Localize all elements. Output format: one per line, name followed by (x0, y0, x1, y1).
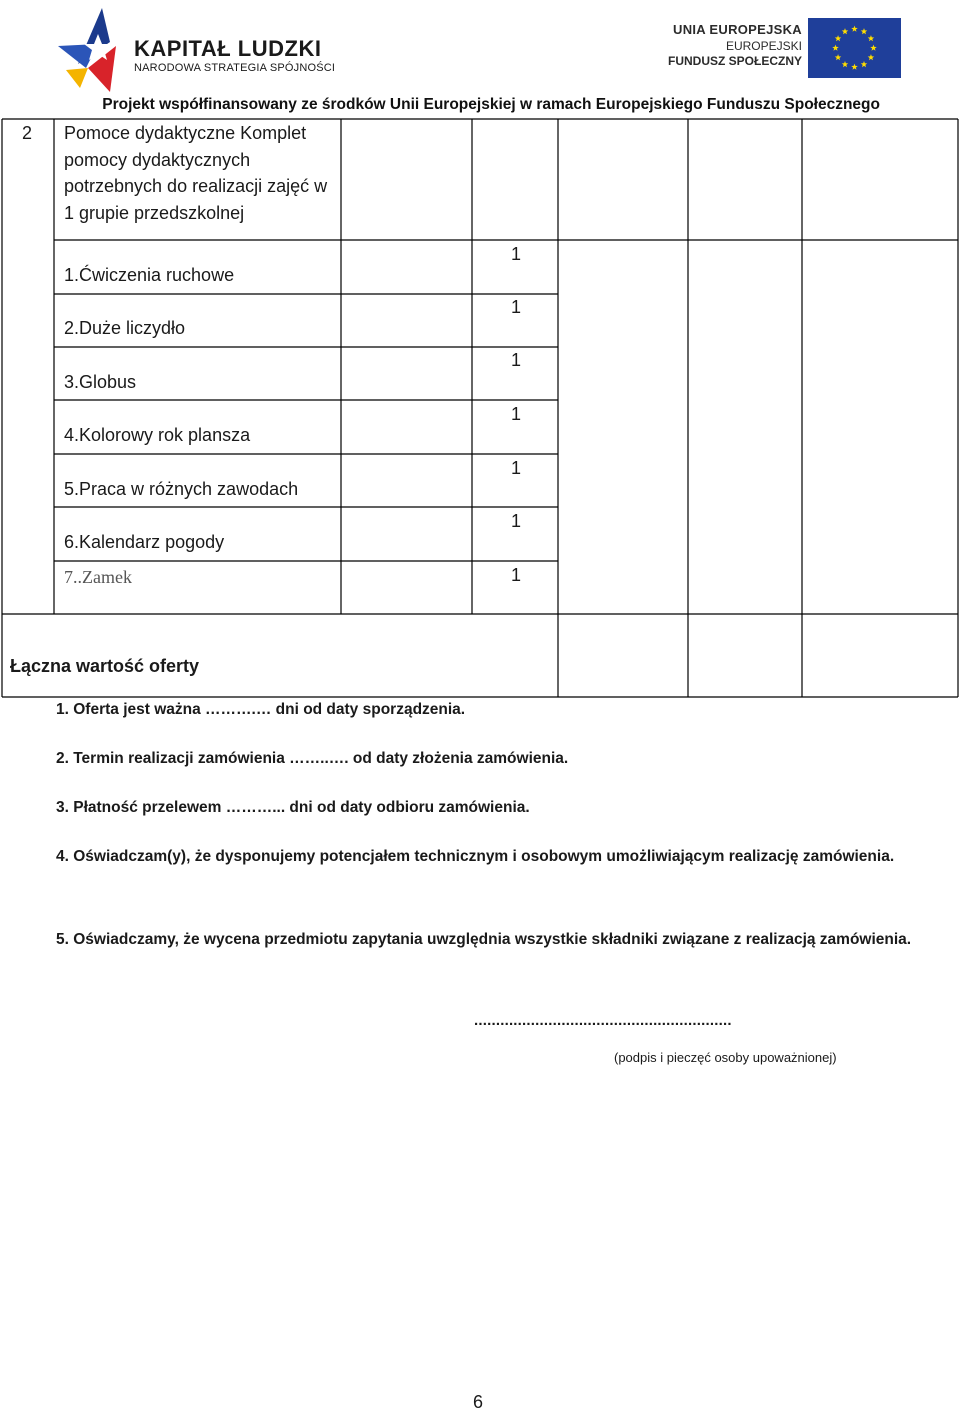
note-delivery-term: 2. Termin realizacji zamówienia ……..…. od daty złożenia zamówienia. (56, 750, 569, 767)
offer-table (0, 118, 960, 698)
signature-caption: (podpis i pieczęć osoby upoważnionej) (614, 1050, 837, 1065)
kapital-ludzki-logo (58, 6, 338, 94)
note-validity: 1. Oferta jest ważna ……….… dni od daty sporządzenia. (56, 701, 466, 718)
project-cofinancing-line: Projekt współfinansowany ze środków Unii Europejskiej w ramach Europejskiego Funduszu Społecznego (102, 96, 880, 113)
kapital-ludzki-title: KAPITAŁ LUDZKI (134, 36, 322, 61)
signature-line: ........................................................... (474, 1012, 732, 1029)
kapital-ludzki-emblem-icon (58, 6, 138, 94)
note-capacity-statement: 4. Oświadczam(y), że dysponujemy potencjałem technicznym i osobowym umożliwiającym realizację zamówienia. (56, 848, 895, 865)
list-item-qty: 1 (511, 565, 522, 585)
eu-logo-text (668, 22, 802, 68)
list-item-qty: 1 (511, 404, 522, 424)
eu-logo-line2: EUROPEJSKI (725, 39, 802, 53)
kapital-ludzki-subtitle: NARODOWA STRATEGIA SPÓJNOŚCI (134, 62, 336, 74)
list-item-name: 7..Zamek (64, 567, 132, 587)
eu-flag-icon (808, 18, 901, 78)
list-item-qty: 1 (511, 297, 522, 317)
page-number: 6 (473, 1392, 484, 1412)
list-item-name: 5.Praca w różnych zawodach (64, 479, 299, 499)
row-number: 2 (22, 123, 33, 143)
list-item-name: 3.Globus (64, 372, 137, 392)
note-pricing-statement: 5. Oświadczamy, że wycena przedmiotu zapytania uwzględnia wszystkie składniki związane z realizacją zamówienia. (56, 931, 912, 948)
list-item-qty: 1 (511, 350, 522, 370)
list-item-qty: 1 (511, 458, 522, 478)
eu-logo-line3: FUNDUSZ SPOŁECZNY (667, 54, 802, 68)
list-item-qty: 1 (511, 511, 522, 531)
eu-logo-line1: UNIA EUROPEJSKA (673, 22, 802, 37)
list-item-name: 4.Kolorowy rok plansza (64, 425, 251, 445)
list-item-name: 1.Ćwiczenia ruchowe (64, 265, 235, 285)
list-item-qty: 1 (511, 244, 522, 264)
total-offer-label: Łączna wartość oferty (10, 656, 200, 676)
list-item-name: 6.Kalendarz pogody (64, 532, 225, 552)
note-payment: 3. Płatność przelewem ………... dni od daty odbioru zamówienia. (56, 799, 530, 816)
row-description: Pomoce dydaktyczne Komplet pomocy dydaktycznych potrzebnych do realizacji zajęć w 1 grupie przedszkolnej (64, 123, 328, 223)
list-item-name: 2.Duże liczydło (64, 318, 186, 338)
